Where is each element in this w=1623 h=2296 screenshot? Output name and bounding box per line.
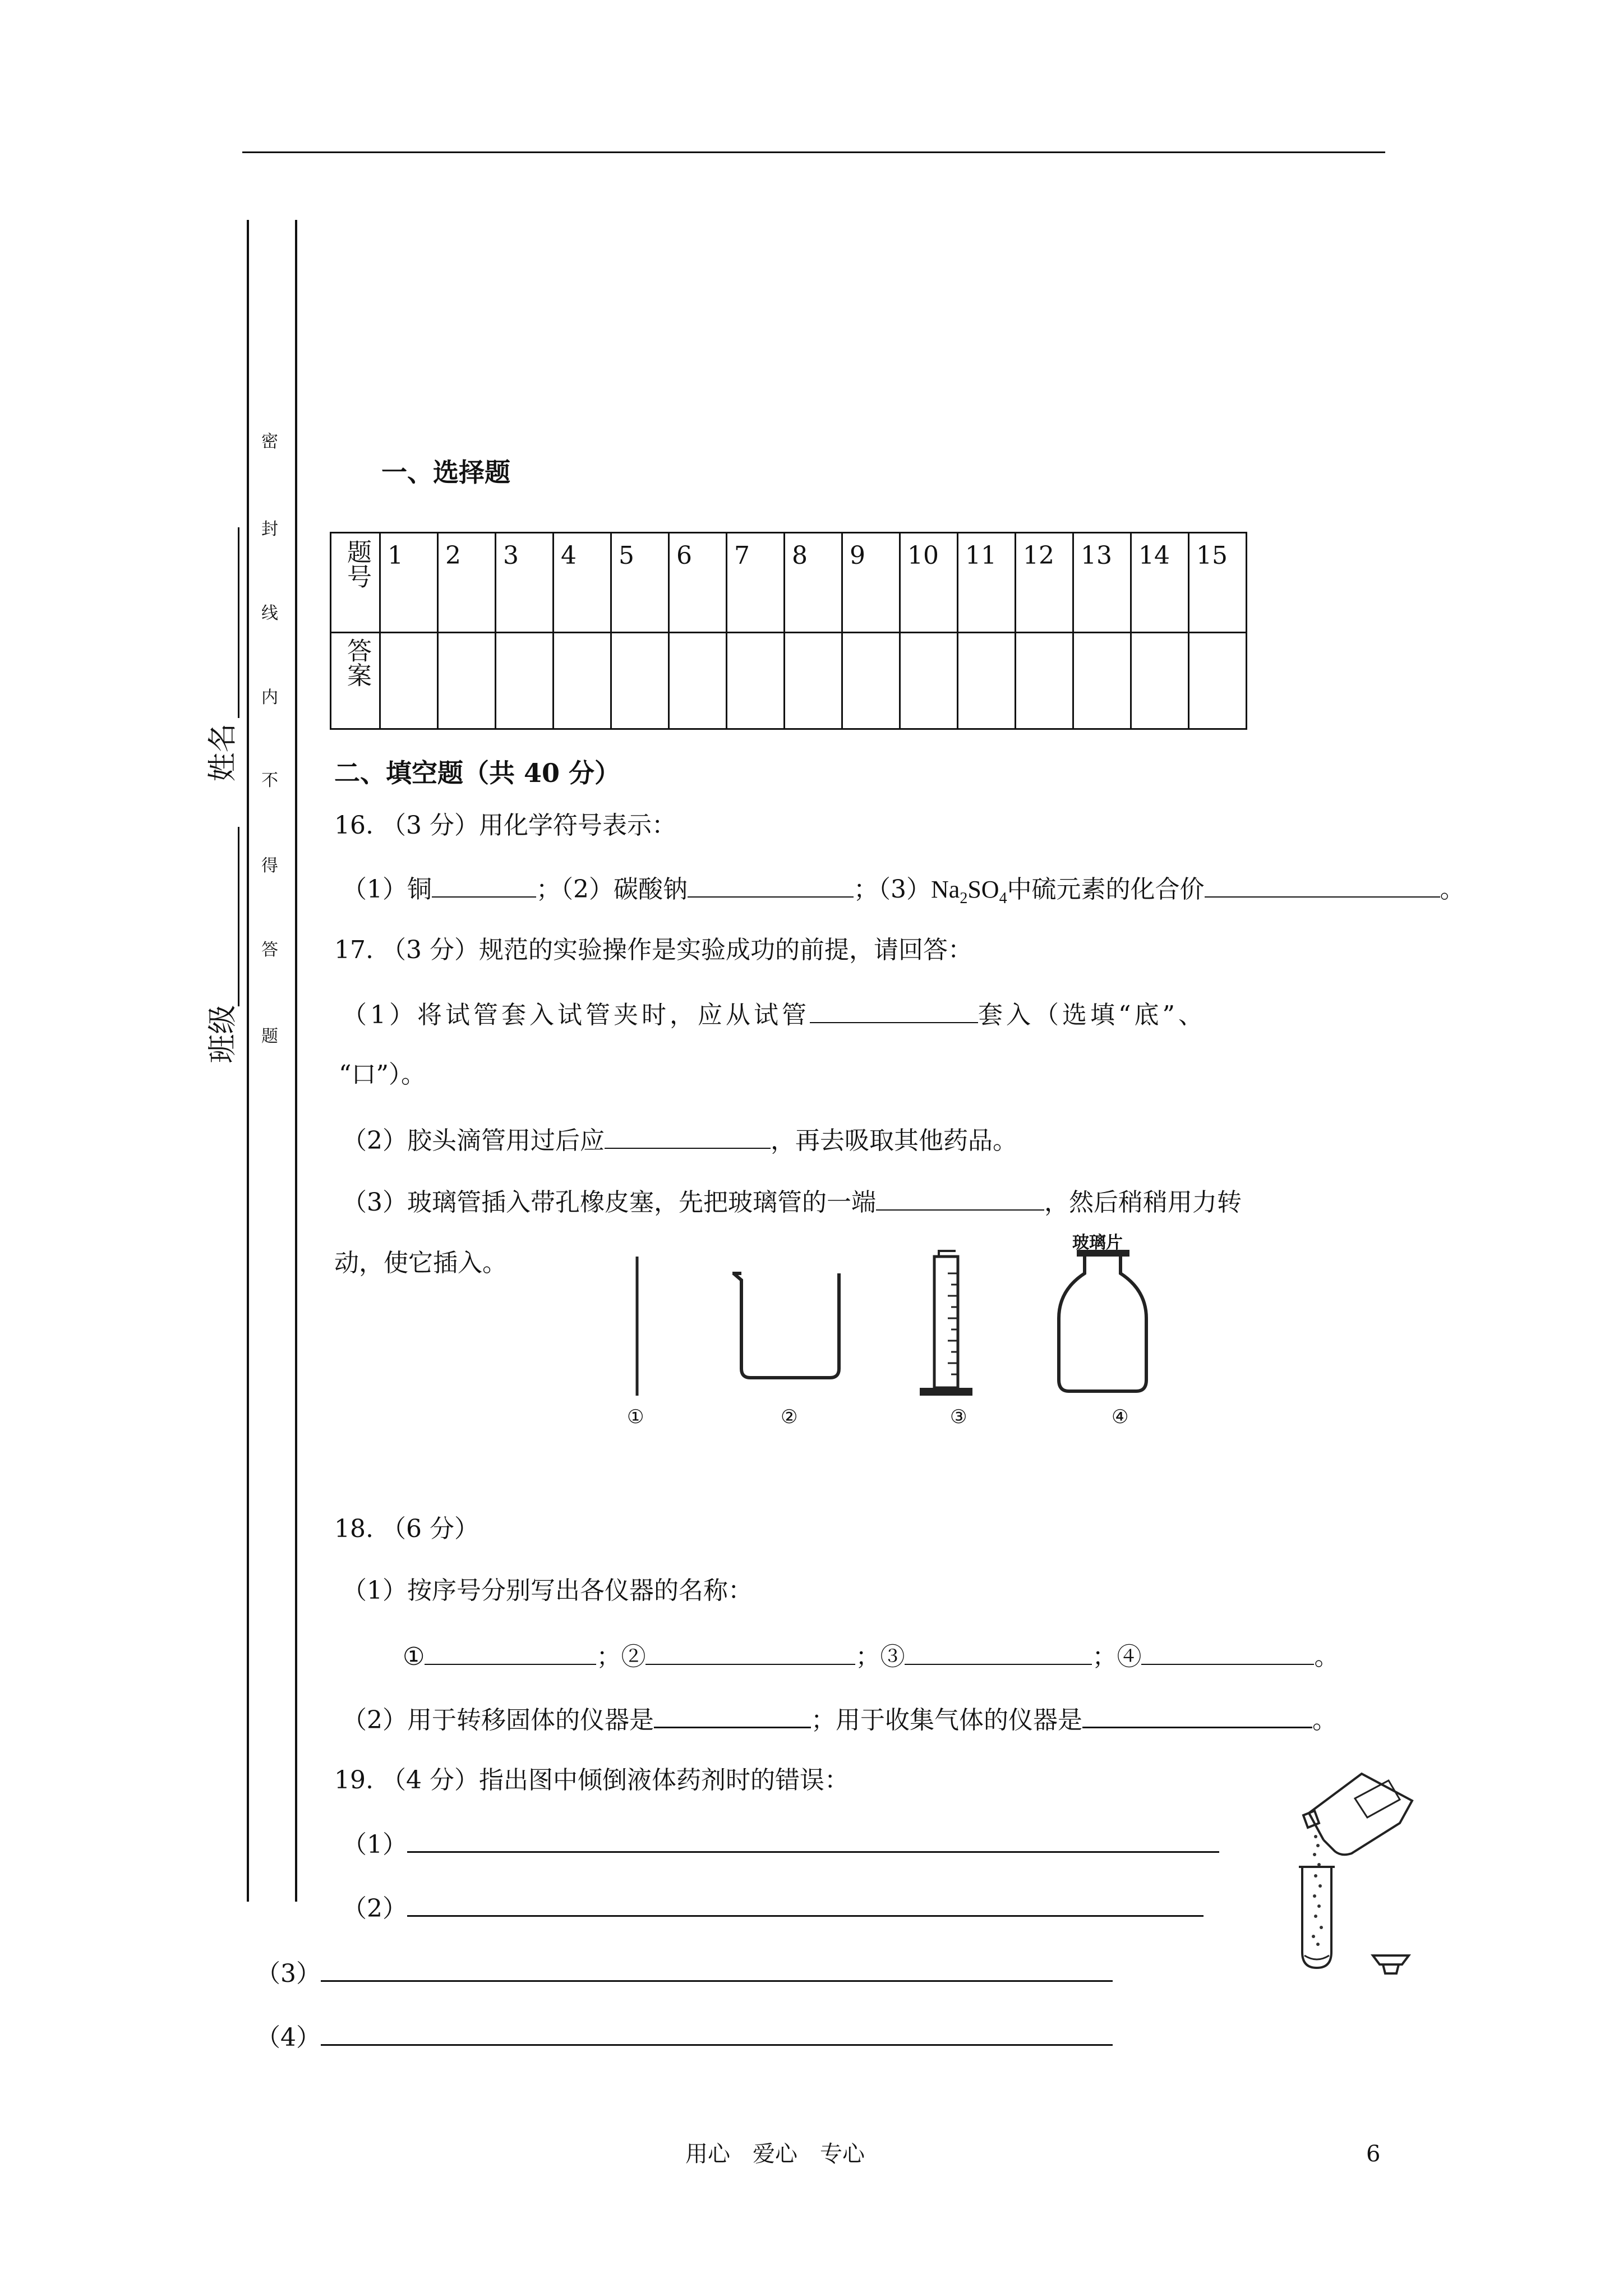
q16-p3-tail: 中硫元素的化合价 <box>1007 875 1205 904</box>
q16-end: 。 <box>1440 875 1465 904</box>
reagent-bottle-icon <box>1303 1774 1412 1855</box>
seal-char: 内 <box>261 688 278 707</box>
q19-l4-label: （4） <box>256 2023 321 2052</box>
q17-p1c: “口”）。 <box>339 1060 426 1089</box>
q17-p1b: 套入（选填“底”、 <box>978 1001 1206 1029</box>
answer-cell[interactable] <box>611 633 669 729</box>
q18-end: 。 <box>1314 1642 1339 1671</box>
q17-p2a: （2）胶头滴管用过后应 <box>342 1126 605 1155</box>
q18-blank-3[interactable] <box>905 1638 1092 1665</box>
q19-blank-4[interactable] <box>321 2018 1113 2046</box>
q18-blank-4[interactable] <box>1141 1638 1314 1665</box>
q18-m3: ；③ <box>855 1642 905 1671</box>
answer-cell[interactable] <box>669 633 727 729</box>
q17-p1a: （1）将试管套入试管夹时，应从试管 <box>342 1001 810 1029</box>
q17-p3 <box>342 1184 1242 1220</box>
q18-names <box>403 1638 1339 1674</box>
q16-blank-copper[interactable] <box>432 871 536 898</box>
table-cell-number: 13 <box>1073 533 1131 633</box>
q16-p1: （1）铜 <box>342 875 432 904</box>
q19-stem: 19. （4 分）指出图中倾倒液体药剂时的错误： <box>334 1766 849 1795</box>
table-cell-number: 12 <box>1016 533 1073 633</box>
q19-line-4 <box>256 2018 1113 2055</box>
answer-cell[interactable] <box>900 633 958 729</box>
table-cell-number: 7 <box>727 533 785 633</box>
q16-stem: 16. （3 分）用化学符号表示： <box>334 811 676 840</box>
binding-line-right <box>295 220 297 1902</box>
section2-title: 二、填空题（共 40 分） <box>334 758 621 788</box>
answer-cell[interactable] <box>496 633 554 729</box>
answer-cell[interactable] <box>380 633 438 729</box>
q16-sep1: ；（2）碳酸钠 <box>536 875 688 904</box>
figure-cover-label: 玻璃片 <box>1072 1233 1123 1253</box>
q17-stem: 17. （3 分）规范的实验操作是实验成功的前提，请回答： <box>334 936 972 964</box>
gas-collecting-bottle-icon <box>1059 1250 1146 1391</box>
table-cell-number: 1 <box>380 533 438 633</box>
table-cell-number: 6 <box>669 533 727 633</box>
q18-p2b: ；用于收集气体的仪器是 <box>811 1706 1082 1734</box>
table-cell-number: 10 <box>900 533 958 633</box>
table-cell-number: 15 <box>1189 533 1247 633</box>
figure-label-1: ① <box>627 1406 644 1428</box>
table-cell-number: 4 <box>554 533 611 633</box>
q19-blank-3[interactable] <box>321 1954 1113 1982</box>
answer-table <box>330 532 1247 730</box>
q17-p2b: ，再去吸取其他药品。 <box>771 1126 1017 1155</box>
q17-p3b: ，然后稍稍用力转 <box>1044 1188 1242 1217</box>
page-number: 6 <box>1366 2141 1381 2167</box>
q18-blank-1[interactable] <box>425 1638 596 1665</box>
q16-blank-valence[interactable] <box>1205 871 1440 898</box>
answer-cell[interactable] <box>438 633 496 729</box>
class-label: 班级 <box>206 1005 240 1064</box>
answer-cell[interactable] <box>958 633 1016 729</box>
seal-char: 密 <box>261 432 278 452</box>
q19-line-2 <box>342 1889 1204 1926</box>
q17-p2 <box>342 1122 1017 1158</box>
pouring-liquid-figure <box>1290 1761 1436 1986</box>
section1-title: 一、选择题 <box>381 457 510 487</box>
class-blank-line <box>238 827 239 1006</box>
q16-parts <box>342 871 1465 915</box>
q16-formula <box>931 876 1007 907</box>
seal-char: 线 <box>261 604 278 623</box>
table-header-label: 题号 <box>331 533 380 633</box>
q18-p2-end: 。 <box>1312 1706 1337 1734</box>
figure-label-2: ② <box>781 1406 798 1428</box>
formula-sub-2: 2 <box>960 889 968 907</box>
q19-line-1 <box>342 1825 1219 1862</box>
q19-blank-1[interactable] <box>407 1825 1219 1853</box>
table-cell-number: 14 <box>1131 533 1189 633</box>
seal-char: 答 <box>261 940 278 960</box>
formula-sub-4: 4 <box>999 889 1007 907</box>
q18-p1: （1）按序号分别写出各仪器的名称： <box>342 1576 753 1605</box>
q18-p2 <box>342 1701 1337 1737</box>
figure-label-4: ④ <box>1112 1406 1129 1428</box>
table-cell-number: 2 <box>438 533 496 633</box>
table-cell-number: 5 <box>611 533 669 633</box>
answer-cell[interactable] <box>1073 633 1131 729</box>
footer-motto: 用心 爱心 专心 <box>685 2141 865 2167</box>
graduated-cylinder-icon <box>920 1251 972 1396</box>
bottle-stopper-icon <box>1373 1955 1409 1973</box>
answer-cell[interactable] <box>785 633 842 729</box>
q19-l3-label: （3） <box>256 1959 321 1988</box>
table-cell-number: 11 <box>958 533 1016 633</box>
answer-cell[interactable] <box>1189 633 1247 729</box>
q17-blank-3[interactable] <box>876 1184 1044 1211</box>
q19-l2-label: （2） <box>342 1894 407 1923</box>
header-rule <box>242 151 1385 153</box>
q18-blank-collect-gas[interactable] <box>1082 1701 1312 1728</box>
q19-blank-2[interactable] <box>407 1889 1204 1917</box>
answer-cell[interactable] <box>727 633 785 729</box>
liquid-drops-icon <box>1312 1835 1323 1946</box>
q18-blank-transfer-solid[interactable] <box>654 1701 811 1728</box>
table-answer-row <box>331 633 1247 729</box>
answer-cell[interactable] <box>842 633 900 729</box>
formula-so: SO <box>967 876 999 903</box>
q19-line-3 <box>256 1954 1113 1991</box>
q17-p3c: 动，使它插入。 <box>334 1249 507 1277</box>
answer-cell[interactable] <box>554 633 611 729</box>
q18-p2a: （2）用于转移固体的仪器是 <box>342 1706 654 1734</box>
q16-sep2: ；（3） <box>854 875 931 904</box>
figure-label-3: ③ <box>950 1406 967 1428</box>
q17-blank-1[interactable] <box>810 996 978 1023</box>
table-header-row <box>331 533 1247 633</box>
answer-cell[interactable] <box>1016 633 1073 729</box>
q16-blank-sodium-carbonate[interactable] <box>688 871 854 898</box>
seal-char: 不 <box>261 771 278 790</box>
q18-m2: ；② <box>596 1642 646 1671</box>
q18-blank-2[interactable] <box>645 1638 855 1665</box>
table-cell-number: 3 <box>496 533 554 633</box>
table-answer-label: 答案 <box>331 633 380 729</box>
binding-line-left <box>247 220 249 1902</box>
formula-na: Na <box>931 876 960 903</box>
q18-m1: ① <box>403 1642 425 1671</box>
name-label: 姓名 <box>206 723 240 782</box>
q17-p3a: （3）玻璃管插入带孔橡皮塞，先把玻璃管的一端 <box>342 1188 876 1217</box>
q18-m4: ；④ <box>1092 1642 1142 1671</box>
beaker-icon <box>732 1273 839 1378</box>
table-cell-number: 8 <box>785 533 842 633</box>
q17-p1 <box>342 996 1206 1032</box>
answer-cell[interactable] <box>1131 633 1189 729</box>
name-blank-line <box>238 527 239 718</box>
seal-char: 封 <box>261 519 278 539</box>
seal-char: 题 <box>261 1027 278 1046</box>
table-cell-number: 9 <box>842 533 900 633</box>
q19-l1-label: （1） <box>342 1830 407 1859</box>
q17-blank-2[interactable] <box>605 1122 771 1149</box>
q18-stem: 18. （6 分） <box>334 1515 479 1543</box>
instruments-figure <box>617 1234 1178 1447</box>
seal-char: 得 <box>261 856 278 876</box>
